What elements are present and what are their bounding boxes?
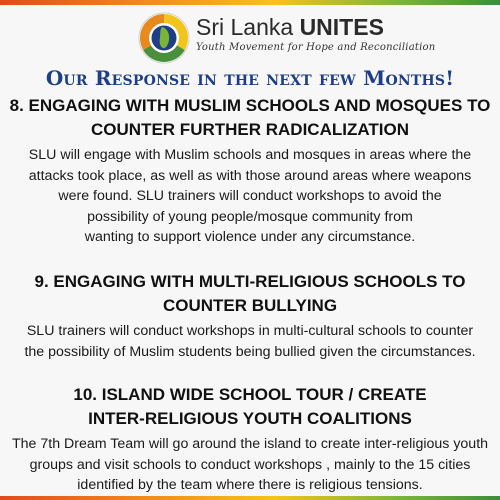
- brand-name: [196, 14, 435, 40]
- brand-name-light: Sri Lanka: [196, 14, 294, 40]
- circular-flag-emblem-icon: [138, 12, 190, 64]
- body-line: were found. SLU trainers will conduct workshops to avoid the: [58, 188, 442, 204]
- body-line: the possibility of Muslim students being bullied given the circumstances.: [24, 343, 476, 360]
- section-title: [0, 270, 500, 318]
- title-line: 8. ENGAGING WITH MUSLIM SCHOOLS AND MOSQUES TO: [9, 96, 491, 115]
- title-line: 10. ISLAND WIDE SCHOOL TOUR / CREATE: [73, 385, 427, 404]
- title-line: COUNTER BULLYING: [162, 296, 338, 315]
- section-8: [0, 94, 500, 248]
- section-10: [0, 383, 500, 496]
- section-9: [0, 270, 500, 362]
- brand-tagline: Youth Movement for Hope and Reconciliation: [196, 42, 436, 53]
- page-headline: Our Response in the next few Months!: [45, 66, 455, 90]
- section-title: [0, 94, 500, 142]
- body-line: SLU will engage with Muslim schools and mosques in areas where the: [28, 147, 472, 163]
- section-body: [0, 145, 500, 248]
- body-line: groups and visit schools to conduct workshops , mainly to the 15 cities: [29, 456, 471, 473]
- title-line: 9. ENGAGING WITH MULTI-RELIGIOUS SCHOOLS TO: [34, 272, 466, 291]
- section-title: [0, 383, 500, 431]
- bottom-color-stripe: [0, 496, 500, 500]
- title-line: COUNTER FURTHER RADICALIZATION: [91, 120, 409, 139]
- brand-block: [196, 14, 435, 53]
- top-color-stripe: [0, 0, 500, 5]
- body-line: attacks took place, as well as with those around areas where weapons: [28, 167, 472, 184]
- body-line: identified by the team where there is religious tensions.: [77, 477, 423, 493]
- body-line: SLU trainers will conduct workshops in multi-cultural schools to counter: [26, 323, 474, 339]
- body-line: possibility of young people/mosque community from: [87, 208, 413, 225]
- title-line: INTER-RELIGIOUS YOUTH COALITIONS: [88, 409, 412, 428]
- header: [0, 8, 500, 66]
- brand-name-bold: UNITES: [299, 14, 384, 40]
- body-line: The 7th Dream Team will go around the island to create inter-religious youth: [11, 436, 489, 452]
- body-line: wanting to support violence under any circumstance.: [84, 229, 416, 245]
- section-body: [0, 434, 500, 496]
- section-body: [0, 321, 500, 362]
